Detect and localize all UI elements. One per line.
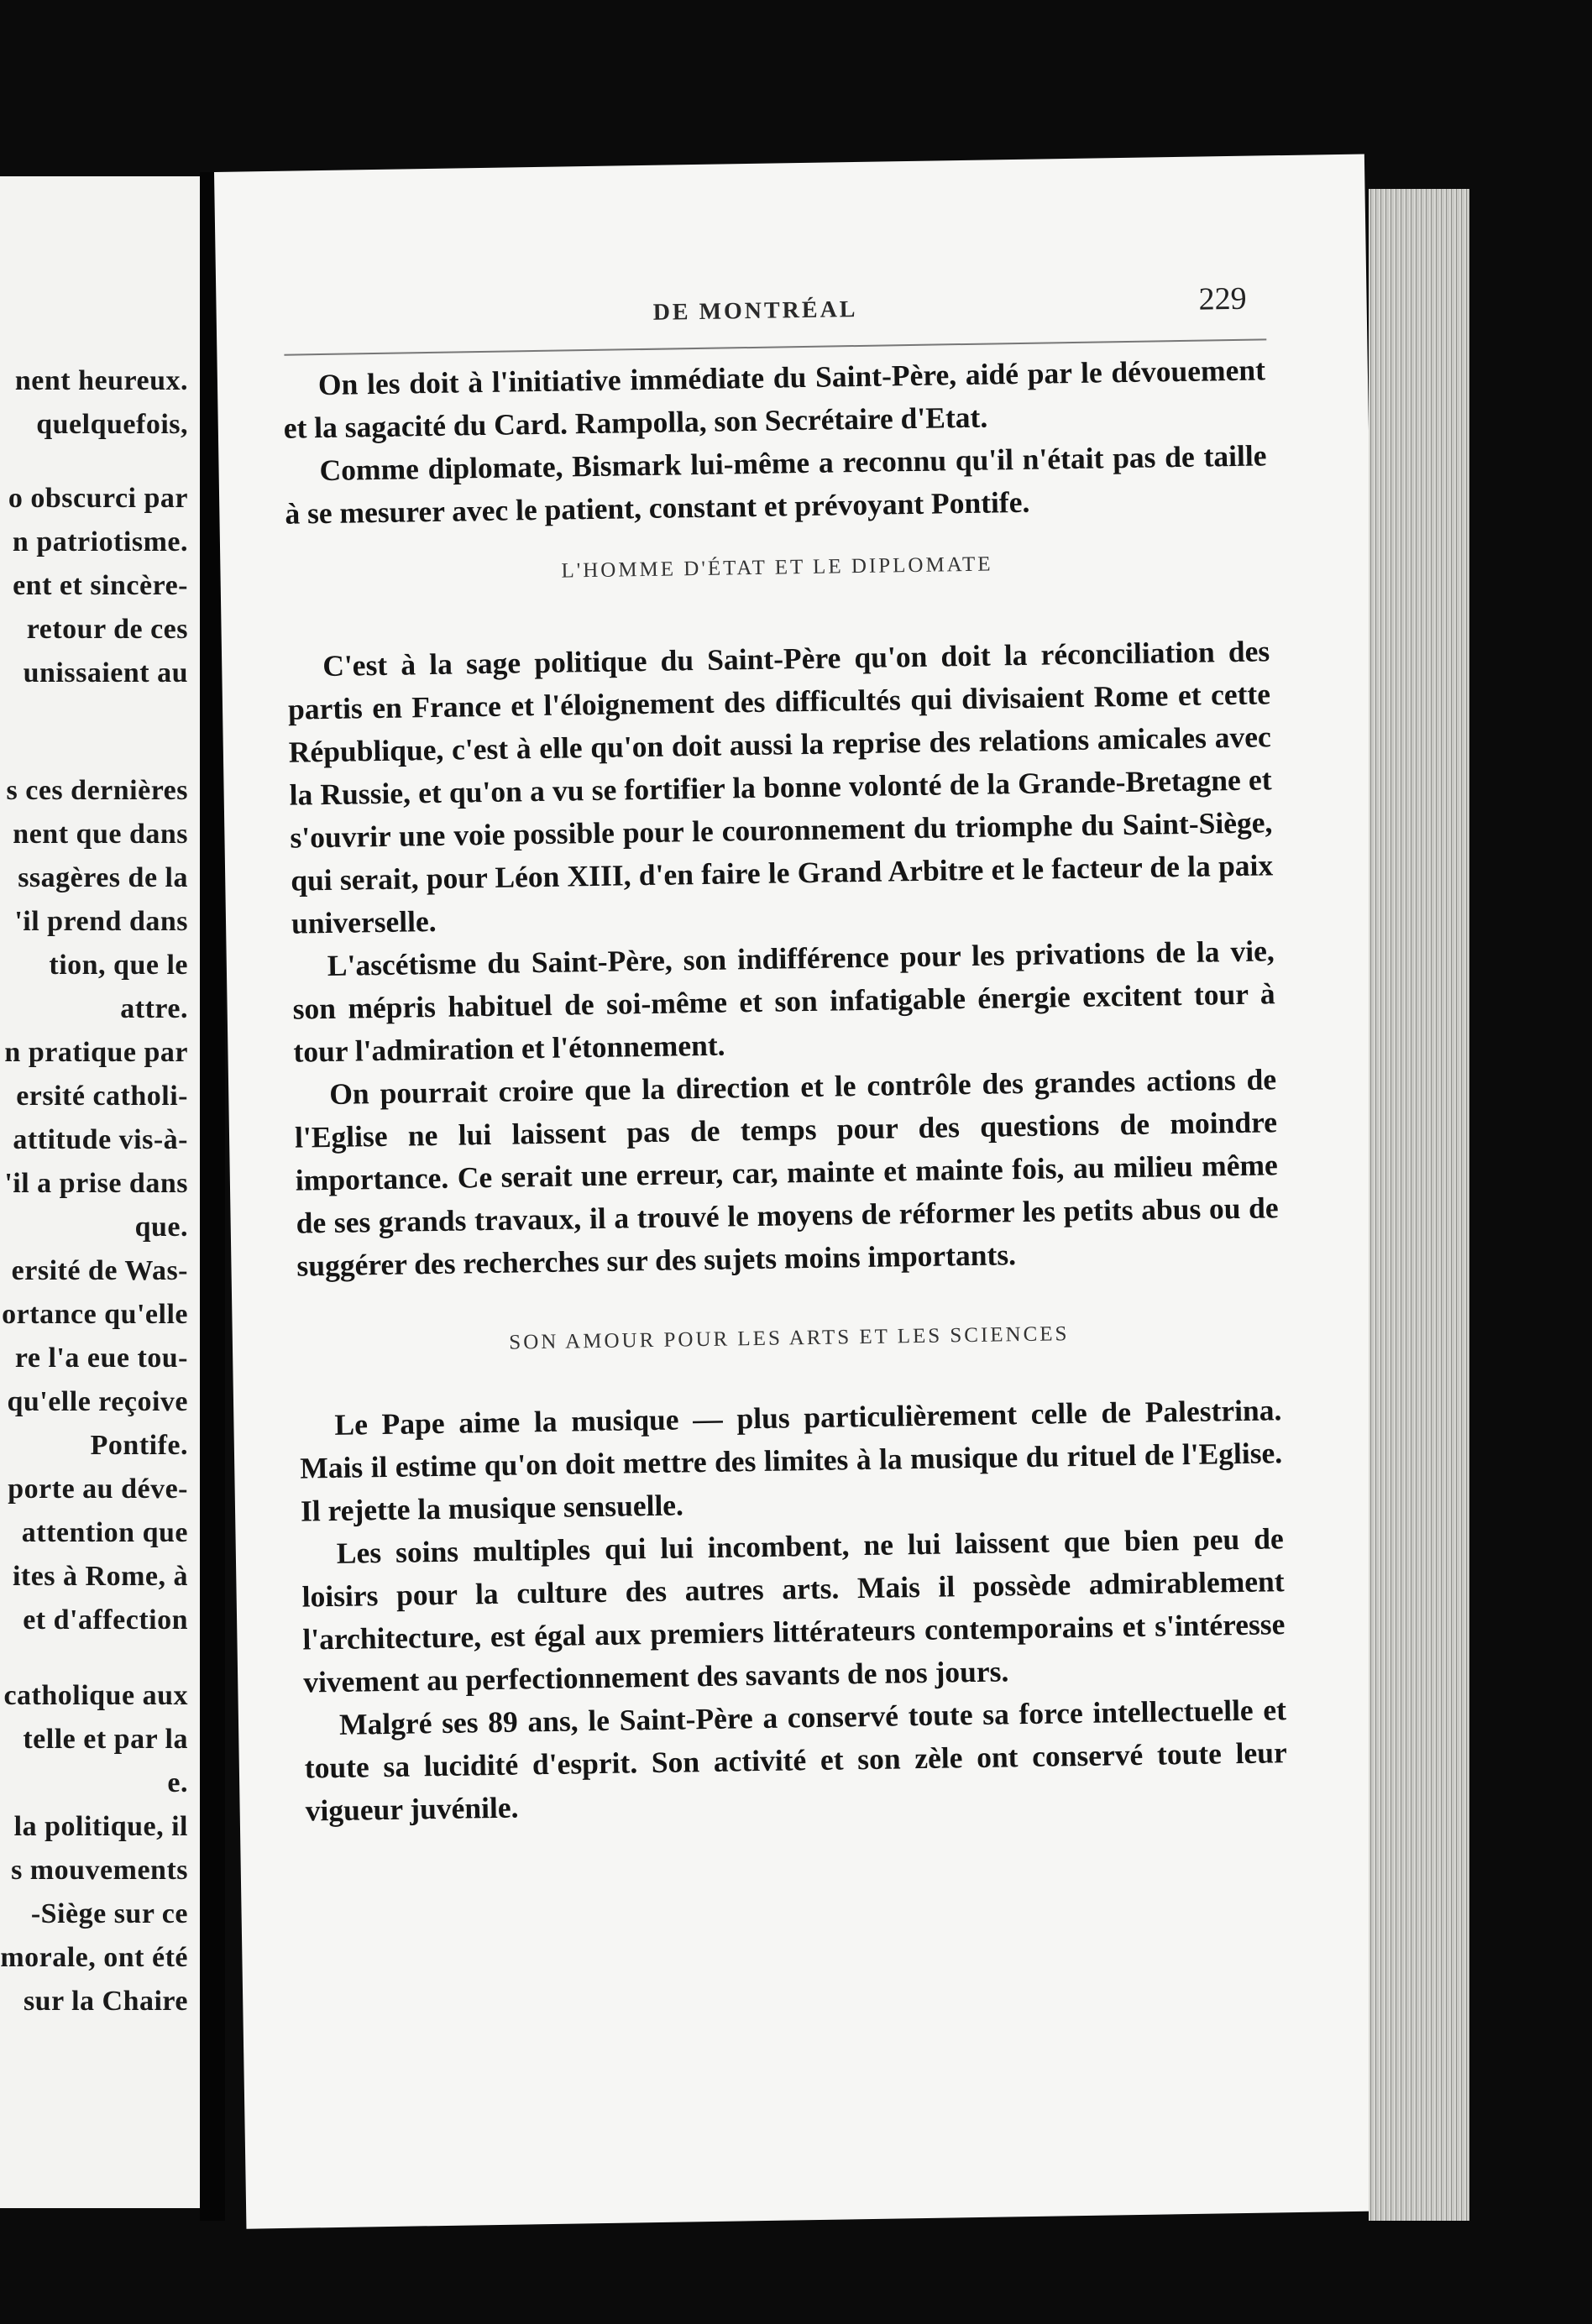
left-page-line: ersité catholi- xyxy=(16,1081,188,1112)
left-page-line: nent heureux. xyxy=(14,365,188,396)
left-page-line: n patriotisme. xyxy=(12,526,188,557)
left-page-line: quelquefois, xyxy=(36,409,188,440)
left-page-line: attitude vis-à- xyxy=(13,1124,188,1155)
left-page-line: morale, ont été xyxy=(0,1942,188,1973)
page-number: 229 xyxy=(1198,280,1247,317)
section-heading-statesman: L'HOMME D'ÉTAT ET LE DIPLOMATE xyxy=(561,552,993,583)
left-page-line: unissaient au xyxy=(23,657,188,688)
left-page-line: attre. xyxy=(120,993,188,1024)
left-page-line: retour de ces xyxy=(26,614,188,645)
left-page xyxy=(0,176,200,2208)
paragraph-1: On les doit à l'initiative immédiate du Saint-Père, aidé par le dévouement et la sagacité du Card. Rampolla, son Secrétaire d'Etat. xyxy=(283,353,1266,445)
left-page-line: telle et par la xyxy=(23,1724,188,1755)
paragraph-3: C'est à la sage politique du Saint-Père qu'on doit la réconciliation des partis en France et l'éloignement des difficultés qui divisaient Rome et cette République, c'est à elle qu'on doit aussi la reprise des relations amicales avec la Russie, et qu'on a vu se fortifier la bonne volonté de la Grande-Bretagne et s'ouvrir une voie possible pour le couronnement du triomphe du Saint-Siège, qui serait, pour Léon XIII, d'en faire le Grand Arbitre et le facteur de la paix universelle. xyxy=(287,634,1274,940)
left-page-line: Pontife. xyxy=(90,1430,188,1461)
paragraph-2: Comme diplomate, Bismark lui-même a reconnu qu'il n'était pas de taille à se mesurer avec le patient, constant et prévoyant Pontife. xyxy=(285,438,1267,531)
paragraph-4: L'ascétisme du Saint-Père, son indifférence pour les privations de la vie, son mépris habituel de soi-même et son infatigable énergie excitent tour à tour l'admiration et l'étonnement. xyxy=(292,934,1275,1069)
left-page-line: catholique aux xyxy=(3,1680,188,1711)
page-body xyxy=(283,348,1288,1832)
paragraph-6: Le Pape aime la musique — plus particulièrement celle de Palestrina. Mais il estime qu'on doit mettre des limites à la musique du rituel de l'Eglise. Il rejette la musique sensuelle. xyxy=(299,1393,1283,1528)
left-page-line: s ces dernières xyxy=(6,775,188,806)
left-page-line: ortance qu'elle xyxy=(2,1299,188,1330)
left-page-line: re l'a eue tou- xyxy=(14,1343,188,1374)
paragraph-8: Malgré ses 89 ans, le Saint-Père a conservé toute sa force intellectuelle et toute sa lucidité d'esprit. Son activité et son zèle ont conservé toute leur vigueur juvénile. xyxy=(304,1693,1288,1828)
left-page-line: 'il a prise dans xyxy=(4,1168,188,1199)
right-page xyxy=(214,154,1396,2228)
paragraph-7: Les soins multiples qui lui incombent, ne lui laissent que bien peu de loisirs pour la culture des autres arts. Mais il possède admirablement l'architecture, est égal aux premiers littérateurs contemporains et s'intéresse vivement au perfectionnement des savants de nos jours. xyxy=(301,1521,1286,1699)
left-page-line: et d'affection xyxy=(23,1604,188,1636)
left-page-line: ites à Rome, à xyxy=(12,1561,188,1592)
left-page-line: porte au déve- xyxy=(8,1473,188,1505)
left-page-line: nent que dans xyxy=(13,819,188,850)
left-page-line: 'il prend dans xyxy=(14,906,188,937)
left-page-line: qu'elle reçoive xyxy=(7,1386,188,1417)
paragraph-5: On pourrait croire que la direction et le contrôle des grandes actions de l'Eglise ne lui laissent pas de temps pour des questions de moindre importance. Ce serait une erreur, car, mainte et mainte fois, au milieu même de ses grands travaux, il a trouvé le moyens de réformer les petits abus ou de suggérer des recherches sur des sujets moins importants. xyxy=(294,1062,1279,1283)
left-page-line: sur la Chaire xyxy=(23,1986,188,2017)
running-head: DE MONTRÉAL xyxy=(652,296,858,326)
left-page-line: ent et sincère- xyxy=(13,570,188,601)
left-page-line: -Siège sur ce xyxy=(30,1898,188,1929)
left-page-line: s mouvements xyxy=(11,1855,188,1886)
left-page-line: ersité de Was- xyxy=(11,1255,188,1286)
left-page-line: e. xyxy=(167,1767,188,1798)
left-page-line: tion, que le xyxy=(49,950,188,981)
page-edges xyxy=(1369,189,1469,2221)
left-page-line: attention que xyxy=(21,1517,188,1548)
left-page-line: la politique, il xyxy=(13,1811,188,1842)
left-page-line: ssagères de la xyxy=(18,862,188,893)
left-page-line: o obscurci par xyxy=(8,483,188,514)
left-page-line: n pratique par xyxy=(4,1037,188,1068)
section-heading-arts: SON AMOUR POUR LES ARTS ET LES SCIENCES xyxy=(509,1322,1070,1354)
left-page-line: que. xyxy=(134,1212,188,1243)
